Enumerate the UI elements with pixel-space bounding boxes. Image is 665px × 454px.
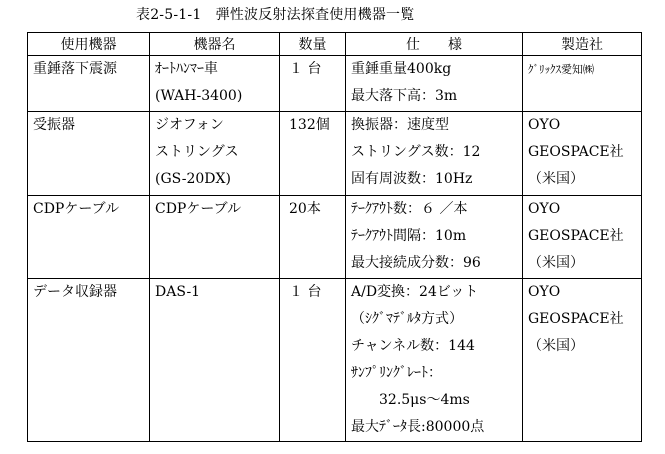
header-quantity: 数量: [280, 33, 346, 56]
cell-equipment: [28, 196, 150, 279]
cell-line: DAS-1: [155, 284, 201, 300]
cell-line: （米国）: [528, 338, 584, 354]
cell-line: ﾃｰｸｱｳﾄ数：６ ／本: [351, 201, 468, 217]
cell-line: ﾃｰｸｱｳﾄ間隔：10m: [351, 228, 467, 244]
cell-quantity: [280, 56, 346, 112]
cell-specs: [346, 56, 523, 112]
cell-line: OYO: [528, 117, 561, 133]
table-caption: 表2-5-1-1 弾性波反射法探査使用機器一覧: [136, 7, 415, 23]
cell-line: １ 台: [289, 61, 322, 77]
cell-line: ストリングス: [155, 144, 239, 160]
cell-specs: [346, 196, 523, 279]
cell-line: GEOSPACE社: [528, 144, 624, 160]
cell-quantity: [280, 196, 346, 279]
cell-line: １ 台: [289, 284, 322, 300]
cell-line: 最大接続成分数：96: [351, 255, 481, 271]
cell-line: (GS-20DX): [155, 171, 231, 187]
cell-specs: [346, 279, 523, 442]
table-row: [28, 56, 642, 112]
cell-line: 最大落下高：3m: [351, 88, 458, 104]
cell-line: ｵｰﾄﾊﾝﾏｰ車: [155, 61, 218, 77]
cell-line: 132個: [289, 117, 330, 133]
cell-quantity: [280, 112, 346, 196]
cell-line: ｻﾝﾌﾟﾘﾝｸﾞﾚｰﾄ：: [351, 365, 442, 381]
cell-maker: [523, 112, 642, 196]
cell-maker: [523, 56, 642, 112]
cell-equipment: [28, 56, 150, 112]
cell-line: データ収録器: [33, 284, 117, 300]
cell-model: [150, 196, 280, 279]
cell-line: GEOSPACE社: [528, 228, 624, 244]
cell-line: 受振器: [33, 117, 75, 133]
cell-model: [150, 56, 280, 112]
cell-line: （ｼｸﾞﾏﾃﾞﾙﾀ方式）: [351, 311, 463, 327]
cell-equipment: [28, 279, 150, 442]
table-row: [28, 112, 642, 196]
cell-line: 32.5μs～4ms: [351, 392, 470, 408]
equipment-table: [27, 32, 642, 442]
cell-line: 20本: [289, 201, 321, 217]
cell-quantity: [280, 279, 346, 442]
cell-model: [150, 112, 280, 196]
header-row: [28, 33, 642, 56]
header-maker: 製造社: [523, 33, 642, 56]
cell-line: ストリングス数：12: [351, 144, 481, 160]
header-model: 機器名: [150, 33, 280, 56]
cell-model: [150, 279, 280, 442]
cell-specs: [346, 112, 523, 196]
cell-line: CDPケーブル: [155, 201, 242, 217]
cell-line: 固有周波数：10Hz: [351, 171, 473, 187]
cell-line: 最大ﾃﾞｰﾀ長:80000点: [351, 419, 485, 435]
cell-maker: [523, 279, 642, 442]
table-row: [28, 196, 642, 279]
cell-line: （米国）: [528, 171, 584, 187]
cell-line: 重錘落下震源: [33, 61, 117, 77]
cell-line: GEOSPACE社: [528, 311, 624, 327]
cell-line: OYO: [528, 201, 561, 217]
cell-line: CDPケーブル: [33, 201, 120, 217]
cell-line: ジオフォン: [155, 117, 224, 133]
table-row: [28, 279, 642, 442]
cell-equipment: [28, 112, 150, 196]
cell-line: A/D変換：24ビット: [351, 284, 479, 300]
cell-line: OYO: [528, 284, 561, 300]
cell-line: （米国）: [528, 255, 584, 271]
header-equipment: 使用機器: [28, 33, 150, 56]
cell-line: 換振器：速度型: [351, 117, 449, 133]
cell-line: ｸﾞﾘｯｸｽ愛知㈱: [528, 63, 594, 76]
header-specs: 仕 様: [346, 33, 523, 56]
cell-maker: [523, 196, 642, 279]
cell-line: チャンネル数：144: [351, 338, 475, 354]
cell-line: (WAH-3400): [155, 88, 243, 104]
cell-line: 重錘重量400kg: [351, 61, 452, 77]
